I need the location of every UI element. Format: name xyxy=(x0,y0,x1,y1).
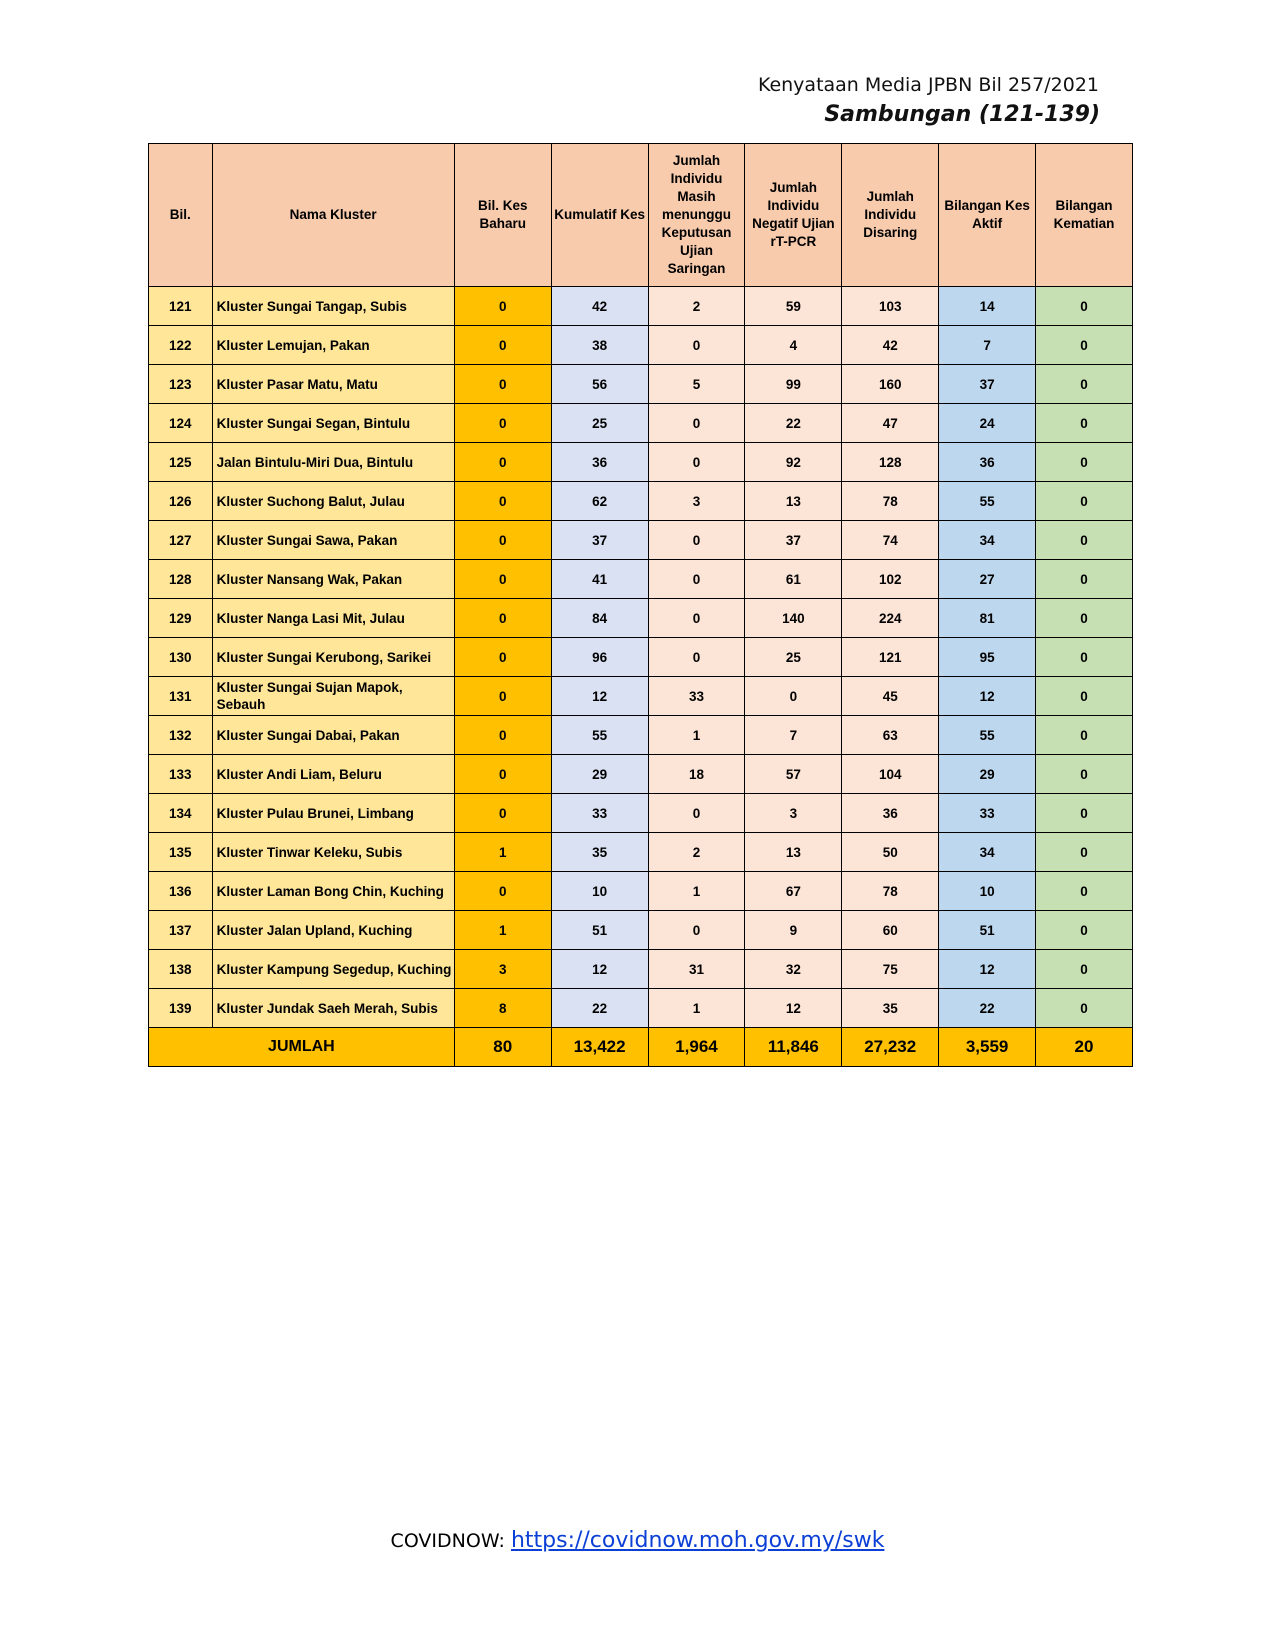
table-row xyxy=(149,794,1133,833)
column-header-bil: Bil. xyxy=(149,144,213,287)
table-row xyxy=(149,443,1133,482)
cell-negatif-rtpcr: 9 xyxy=(745,911,842,950)
column-header-disaring: Jumlah Individu Disaring xyxy=(842,144,939,287)
cell-disaring: 224 xyxy=(842,599,939,638)
cell-negatif-rtpcr: 13 xyxy=(745,833,842,872)
cell-negatif-rtpcr: 57 xyxy=(745,755,842,794)
cell-menunggu-keputusan: 2 xyxy=(648,833,745,872)
statement-title: Kenyataan Media JPBN Bil 257/2021 xyxy=(757,74,1099,96)
table-row xyxy=(149,833,1133,872)
cell-kes-aktif: 29 xyxy=(939,755,1036,794)
cell-menunggu-keputusan: 0 xyxy=(648,638,745,677)
cell-kematian: 0 xyxy=(1036,911,1133,950)
cell-disaring: 78 xyxy=(842,872,939,911)
cell-nama-kluster: Kluster Kampung Segedup, Kuching xyxy=(212,950,454,989)
cell-bil: 131 xyxy=(149,677,213,716)
total-menunggu-keputusan: 1,964 xyxy=(648,1028,745,1067)
cell-kes-baharu: 0 xyxy=(454,638,551,677)
cell-nama-kluster: Kluster Nanga Lasi Mit, Julau xyxy=(212,599,454,638)
cell-kes-baharu: 3 xyxy=(454,950,551,989)
cell-menunggu-keputusan: 1 xyxy=(648,716,745,755)
table-row xyxy=(149,521,1133,560)
cell-kes-aktif: 24 xyxy=(939,404,1036,443)
cell-nama-kluster: Kluster Sungai Sujan Mapok, Sebauh xyxy=(212,677,454,716)
cell-kes-baharu: 8 xyxy=(454,989,551,1028)
cell-kematian: 0 xyxy=(1036,989,1133,1028)
cell-negatif-rtpcr: 32 xyxy=(745,950,842,989)
cell-kematian: 0 xyxy=(1036,521,1133,560)
cell-kes-baharu: 0 xyxy=(454,287,551,326)
cell-kematian: 0 xyxy=(1036,599,1133,638)
cell-kumulatif-kes: 35 xyxy=(551,833,648,872)
cluster-table xyxy=(148,143,1133,1067)
cell-kes-baharu: 0 xyxy=(454,482,551,521)
total-row xyxy=(149,1028,1133,1067)
cell-kes-baharu: 0 xyxy=(454,560,551,599)
cell-disaring: 47 xyxy=(842,404,939,443)
cell-kes-aktif: 34 xyxy=(939,521,1036,560)
total-kumulatif-kes: 13,422 xyxy=(551,1028,648,1067)
cell-kumulatif-kes: 25 xyxy=(551,404,648,443)
cell-menunggu-keputusan: 5 xyxy=(648,365,745,404)
column-header-kes-baharu: Bil. Kes Baharu xyxy=(454,144,551,287)
column-header-menunggu-keputusan: Jumlah Individu Masih menunggu Keputusan Ujian Saringan xyxy=(648,144,745,287)
cell-negatif-rtpcr: 92 xyxy=(745,443,842,482)
cell-disaring: 104 xyxy=(842,755,939,794)
cell-bil: 139 xyxy=(149,989,213,1028)
cell-menunggu-keputusan: 2 xyxy=(648,287,745,326)
cell-kumulatif-kes: 12 xyxy=(551,677,648,716)
cell-menunggu-keputusan: 33 xyxy=(648,677,745,716)
cell-kumulatif-kes: 33 xyxy=(551,794,648,833)
table-row xyxy=(149,755,1133,794)
cell-kes-aktif: 10 xyxy=(939,872,1036,911)
cell-kes-baharu: 0 xyxy=(454,599,551,638)
cell-nama-kluster: Kluster Sungai Tangap, Subis xyxy=(212,287,454,326)
cell-nama-kluster: Kluster Tinwar Keleku, Subis xyxy=(212,833,454,872)
cell-kes-aktif: 34 xyxy=(939,833,1036,872)
cell-menunggu-keputusan: 0 xyxy=(648,521,745,560)
cell-nama-kluster: Kluster Pulau Brunei, Limbang xyxy=(212,794,454,833)
table-row xyxy=(149,404,1133,443)
cell-disaring: 60 xyxy=(842,911,939,950)
cell-negatif-rtpcr: 99 xyxy=(745,365,842,404)
total-kes-aktif: 3,559 xyxy=(939,1028,1036,1067)
cell-menunggu-keputusan: 18 xyxy=(648,755,745,794)
cell-disaring: 121 xyxy=(842,638,939,677)
cell-kematian: 0 xyxy=(1036,677,1133,716)
cell-bil: 137 xyxy=(149,911,213,950)
cell-nama-kluster: Kluster Sungai Sawa, Pakan xyxy=(212,521,454,560)
cell-menunggu-keputusan: 0 xyxy=(648,326,745,365)
table-row xyxy=(149,482,1133,521)
cell-disaring: 36 xyxy=(842,794,939,833)
cell-kes-baharu: 0 xyxy=(454,716,551,755)
cell-kematian: 0 xyxy=(1036,404,1133,443)
cell-bil: 134 xyxy=(149,794,213,833)
cell-kumulatif-kes: 22 xyxy=(551,989,648,1028)
cell-disaring: 74 xyxy=(842,521,939,560)
cell-nama-kluster: Kluster Laman Bong Chin, Kuching xyxy=(212,872,454,911)
table-row xyxy=(149,989,1133,1028)
cell-negatif-rtpcr: 25 xyxy=(745,638,842,677)
cell-kematian: 0 xyxy=(1036,482,1133,521)
cell-disaring: 78 xyxy=(842,482,939,521)
covidnow-footer xyxy=(0,1528,1275,1553)
cell-menunggu-keputusan: 1 xyxy=(648,872,745,911)
total-kematian: 20 xyxy=(1036,1028,1133,1067)
cell-kematian: 0 xyxy=(1036,872,1133,911)
cell-negatif-rtpcr: 7 xyxy=(745,716,842,755)
column-header-negatif-rtpcr: Jumlah Individu Negatif Ujian rT-PCR xyxy=(745,144,842,287)
cell-bil: 125 xyxy=(149,443,213,482)
total-kes-baharu: 80 xyxy=(454,1028,551,1067)
cell-nama-kluster: Kluster Sungai Segan, Bintulu xyxy=(212,404,454,443)
cell-kematian: 0 xyxy=(1036,950,1133,989)
cell-disaring: 50 xyxy=(842,833,939,872)
cell-kematian: 0 xyxy=(1036,326,1133,365)
cell-kumulatif-kes: 84 xyxy=(551,599,648,638)
cell-kematian: 0 xyxy=(1036,755,1133,794)
cell-nama-kluster: Kluster Jalan Upland, Kuching xyxy=(212,911,454,950)
cell-bil: 133 xyxy=(149,755,213,794)
cell-bil: 129 xyxy=(149,599,213,638)
cell-kematian: 0 xyxy=(1036,287,1133,326)
cell-menunggu-keputusan: 0 xyxy=(648,404,745,443)
table-row xyxy=(149,599,1133,638)
cell-kumulatif-kes: 62 xyxy=(551,482,648,521)
statement-subtitle: Sambungan (121-139) xyxy=(824,102,1100,127)
cell-nama-kluster: Kluster Suchong Balut, Julau xyxy=(212,482,454,521)
column-header-kumulatif-kes: Kumulatif Kes xyxy=(551,144,648,287)
cell-negatif-rtpcr: 37 xyxy=(745,521,842,560)
table-row xyxy=(149,950,1133,989)
table-row xyxy=(149,716,1133,755)
cell-kumulatif-kes: 42 xyxy=(551,287,648,326)
cell-kumulatif-kes: 55 xyxy=(551,716,648,755)
cell-disaring: 102 xyxy=(842,560,939,599)
cell-bil: 132 xyxy=(149,716,213,755)
cell-menunggu-keputusan: 0 xyxy=(648,599,745,638)
cell-kes-aktif: 14 xyxy=(939,287,1036,326)
cell-kes-aktif: 55 xyxy=(939,482,1036,521)
cell-bil: 135 xyxy=(149,833,213,872)
total-negatif-rtpcr: 11,846 xyxy=(745,1028,842,1067)
cell-nama-kluster: Kluster Sungai Kerubong, Sarikei xyxy=(212,638,454,677)
column-header-kematian: Bilangan Kematian xyxy=(1036,144,1133,287)
table-header-row xyxy=(149,144,1133,287)
column-header-kes-aktif: Bilangan Kes Aktif xyxy=(939,144,1036,287)
cell-kematian: 0 xyxy=(1036,560,1133,599)
cell-disaring: 63 xyxy=(842,716,939,755)
cell-kumulatif-kes: 12 xyxy=(551,950,648,989)
table-body xyxy=(149,287,1133,1028)
table-row xyxy=(149,638,1133,677)
cell-negatif-rtpcr: 12 xyxy=(745,989,842,1028)
cell-disaring: 103 xyxy=(842,287,939,326)
cell-bil: 122 xyxy=(149,326,213,365)
table-row xyxy=(149,677,1133,716)
table-row xyxy=(149,326,1133,365)
cell-bil: 136 xyxy=(149,872,213,911)
cell-kumulatif-kes: 41 xyxy=(551,560,648,599)
cell-negatif-rtpcr: 22 xyxy=(745,404,842,443)
cell-kematian: 0 xyxy=(1036,443,1133,482)
cell-kes-aktif: 22 xyxy=(939,989,1036,1028)
cell-kes-baharu: 0 xyxy=(454,443,551,482)
cell-kes-aktif: 95 xyxy=(939,638,1036,677)
cell-kumulatif-kes: 37 xyxy=(551,521,648,560)
cell-kes-baharu: 0 xyxy=(454,872,551,911)
table-row xyxy=(149,911,1133,950)
cell-nama-kluster: Kluster Sungai Dabai, Pakan xyxy=(212,716,454,755)
cell-kumulatif-kes: 51 xyxy=(551,911,648,950)
cell-kumulatif-kes: 10 xyxy=(551,872,648,911)
cell-bil: 127 xyxy=(149,521,213,560)
cell-kes-baharu: 1 xyxy=(454,911,551,950)
cell-negatif-rtpcr: 140 xyxy=(745,599,842,638)
cell-kematian: 0 xyxy=(1036,365,1133,404)
cell-kes-baharu: 0 xyxy=(454,794,551,833)
cell-kumulatif-kes: 29 xyxy=(551,755,648,794)
cell-disaring: 42 xyxy=(842,326,939,365)
cell-disaring: 45 xyxy=(842,677,939,716)
cell-kematian: 0 xyxy=(1036,794,1133,833)
cell-menunggu-keputusan: 0 xyxy=(648,560,745,599)
cell-negatif-rtpcr: 13 xyxy=(745,482,842,521)
footer-prefix: COVIDNOW: xyxy=(390,1530,511,1552)
cell-kematian: 0 xyxy=(1036,716,1133,755)
cell-kes-baharu: 0 xyxy=(454,365,551,404)
cell-kes-aktif: 55 xyxy=(939,716,1036,755)
cell-kes-baharu: 0 xyxy=(454,521,551,560)
cell-menunggu-keputusan: 31 xyxy=(648,950,745,989)
cell-kes-baharu: 0 xyxy=(454,404,551,443)
cell-kes-aktif: 81 xyxy=(939,599,1036,638)
cell-kes-baharu: 0 xyxy=(454,677,551,716)
cell-negatif-rtpcr: 3 xyxy=(745,794,842,833)
cell-bil: 124 xyxy=(149,404,213,443)
cell-nama-kluster: Kluster Pasar Matu, Matu xyxy=(212,365,454,404)
cell-kes-aktif: 12 xyxy=(939,950,1036,989)
cell-kes-aktif: 51 xyxy=(939,911,1036,950)
cell-menunggu-keputusan: 0 xyxy=(648,794,745,833)
cell-bil: 128 xyxy=(149,560,213,599)
cell-nama-kluster: Kluster Jundak Saeh Merah, Subis xyxy=(212,989,454,1028)
total-label: JUMLAH xyxy=(149,1028,455,1067)
cell-disaring: 128 xyxy=(842,443,939,482)
cell-menunggu-keputusan: 3 xyxy=(648,482,745,521)
cell-bil: 130 xyxy=(149,638,213,677)
cell-bil: 126 xyxy=(149,482,213,521)
cell-nama-kluster: Kluster Andi Liam, Beluru xyxy=(212,755,454,794)
cell-disaring: 160 xyxy=(842,365,939,404)
cell-kumulatif-kes: 36 xyxy=(551,443,648,482)
cell-disaring: 35 xyxy=(842,989,939,1028)
cell-nama-kluster: Jalan Bintulu-Miri Dua, Bintulu xyxy=(212,443,454,482)
total-disaring: 27,232 xyxy=(842,1028,939,1067)
cell-bil: 138 xyxy=(149,950,213,989)
cell-kematian: 0 xyxy=(1036,638,1133,677)
cell-menunggu-keputusan: 0 xyxy=(648,911,745,950)
cell-kes-aktif: 27 xyxy=(939,560,1036,599)
table-row xyxy=(149,365,1133,404)
cell-bil: 123 xyxy=(149,365,213,404)
cell-negatif-rtpcr: 0 xyxy=(745,677,842,716)
cell-disaring: 75 xyxy=(842,950,939,989)
cell-kes-baharu: 1 xyxy=(454,833,551,872)
cell-kematian: 0 xyxy=(1036,833,1133,872)
cell-kumulatif-kes: 56 xyxy=(551,365,648,404)
cell-kes-aktif: 36 xyxy=(939,443,1036,482)
cell-negatif-rtpcr: 4 xyxy=(745,326,842,365)
cell-kes-aktif: 12 xyxy=(939,677,1036,716)
cell-nama-kluster: Kluster Nansang Wak, Pakan xyxy=(212,560,454,599)
cell-kes-baharu: 0 xyxy=(454,755,551,794)
cell-kes-aktif: 33 xyxy=(939,794,1036,833)
table-row xyxy=(149,560,1133,599)
table-row xyxy=(149,287,1133,326)
cell-kes-aktif: 7 xyxy=(939,326,1036,365)
cell-nama-kluster: Kluster Lemujan, Pakan xyxy=(212,326,454,365)
covidnow-link[interactable]: https://covidnow.moh.gov.my/swk xyxy=(510,1528,885,1553)
cell-kes-baharu: 0 xyxy=(454,326,551,365)
cell-bil: 121 xyxy=(149,287,213,326)
cell-negatif-rtpcr: 67 xyxy=(745,872,842,911)
cell-negatif-rtpcr: 59 xyxy=(745,287,842,326)
table-row xyxy=(149,872,1133,911)
cell-negatif-rtpcr: 61 xyxy=(745,560,842,599)
cell-menunggu-keputusan: 0 xyxy=(648,443,745,482)
cell-kumulatif-kes: 96 xyxy=(551,638,648,677)
cell-kes-aktif: 37 xyxy=(939,365,1036,404)
cell-menunggu-keputusan: 1 xyxy=(648,989,745,1028)
column-header-nama-kluster: Nama Kluster xyxy=(212,144,454,287)
cell-kumulatif-kes: 38 xyxy=(551,326,648,365)
